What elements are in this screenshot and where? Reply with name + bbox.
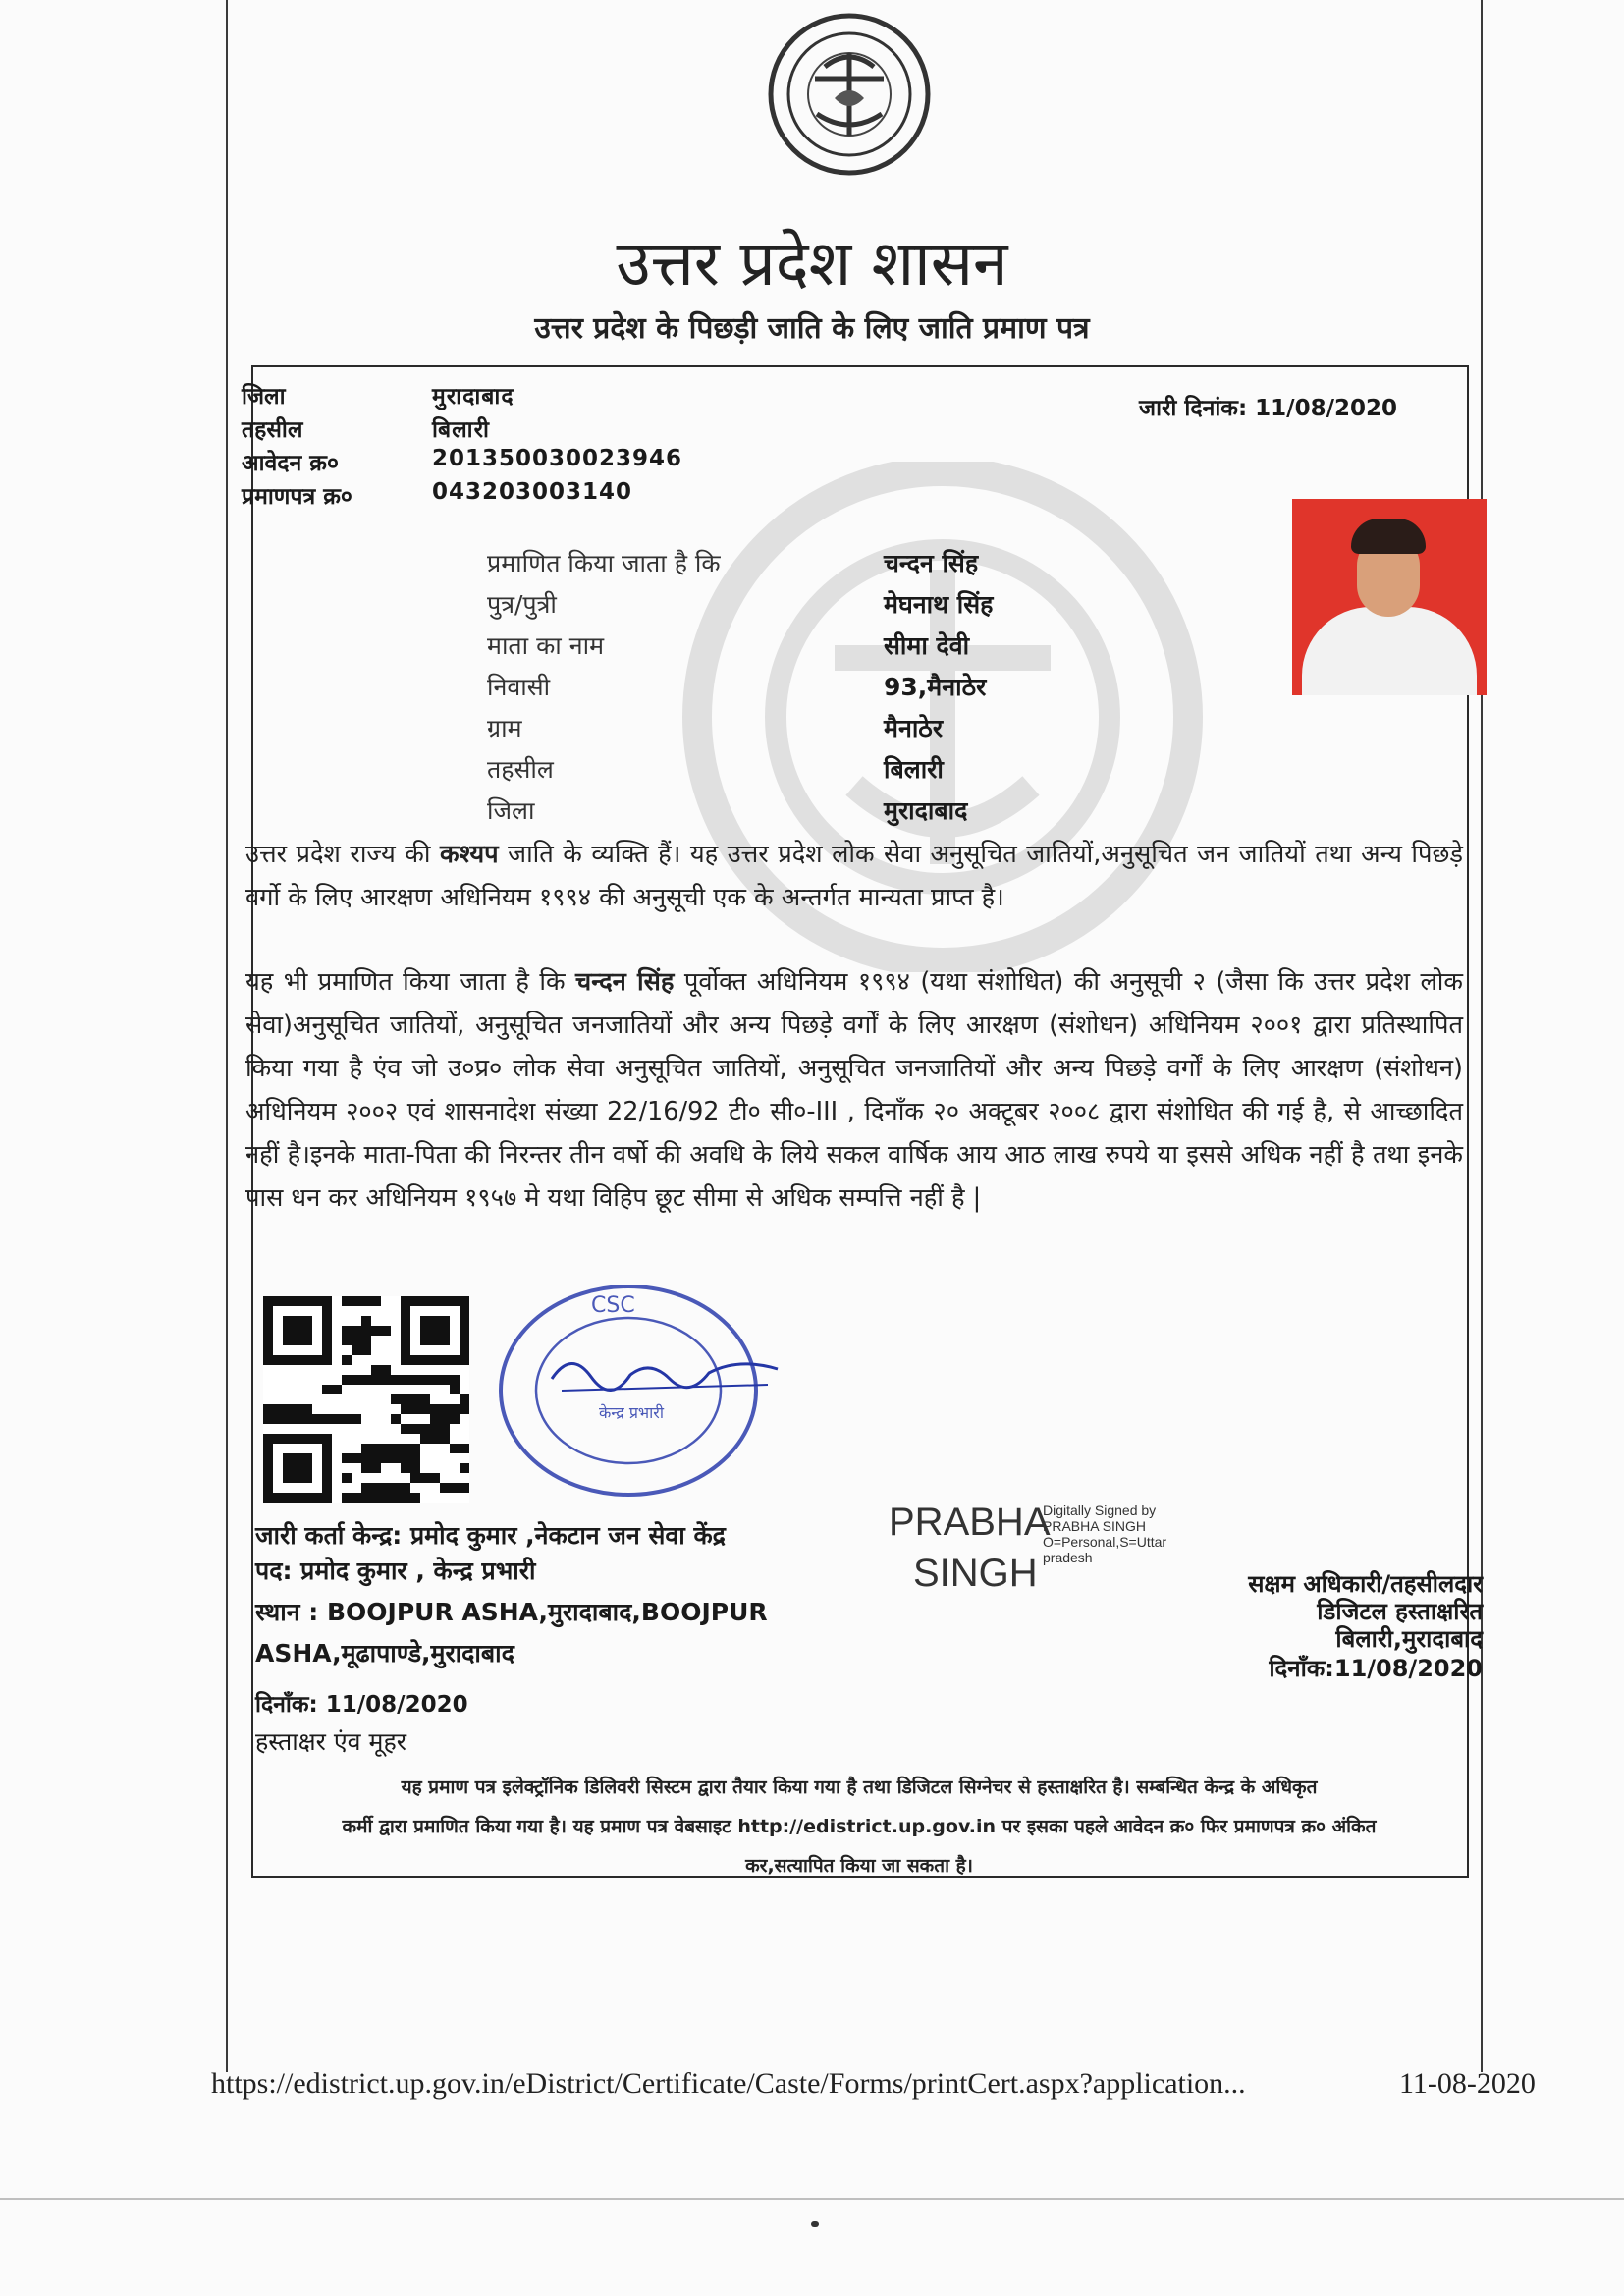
print-date: 11-08-2020 xyxy=(1399,2067,1536,2100)
resident-value: 93,मैनाठेर xyxy=(884,673,987,701)
officer-signature xyxy=(542,1339,797,1408)
scan-divider xyxy=(0,2198,1624,2200)
tehsil-value: बिलारी xyxy=(432,417,491,443)
detail-tehsil-label: तहसील xyxy=(487,755,554,784)
mother-label: माता का नाम xyxy=(487,631,605,660)
village-label: ग्राम xyxy=(487,714,522,742)
svg-text:केन्द्र प्रभारी: केन्द्र प्रभारी xyxy=(599,1403,664,1422)
svg-text:CSC: CSC xyxy=(591,1293,635,1318)
issuing-center: जारी कर्ता केन्द्र: प्रमोद कुमार ,नेकटान जन सेवा केंद्र xyxy=(255,1521,726,1550)
parent-label: पुत्र/पुत्री xyxy=(487,590,557,619)
application-number-value: 201350030023946 xyxy=(432,446,683,471)
digital-signature-details: Digitally Signed by PRABHA SINGH O=Personal,S=Uttar pradesh xyxy=(1043,1503,1167,1565)
eligibility-statement: यह भी प्रमाणित किया जाता है कि चन्दन सिंह पूर्वोक्त अधिनियम १९९४ (यथा संशोधित) की अनुसूची २ (जैसा कि उत्तर प्रदेश लोक सेवा)अनुसूचित जातियों, अनुसूचित जनजातियों और अन्य पिछड़े वर्गों के लिए आरक्षण (संशोधन) अधिनियम २००१ द्वारा प्रतिस्थापित किया गया है एंव जो उ०प्र० लोक सेवा अनुसूचित जातियों, अनुसूचित जनजातियों और अन्य पिछड़े वर्गों के लिए आरक्षण (संशोधन) अधिनियम २००२ एवं शासनादेश संख्या 22/16/92 टी० सी०-III , दिनाँक २० अक्टूबर २००८ द्वारा संशोधित की गई है, से आच्छादित नहीं है।इनके माता-पिता की निरन्तर तीन वर्षो की अवधि के लिये सकल वार्षिक आय आठ लाख रुपये या इससे अधिक नहीं है तथा इनके पास धन कर अधिनियम १९५७ मे यथा विहिप छूट सीमा से अधिक सम्पत्ति नहीं है | xyxy=(245,967,1463,1213)
qr-code[interactable] xyxy=(263,1296,469,1503)
mother-name: सीमा देवी xyxy=(884,631,970,660)
caste-statement: उत्तर प्रदेश राज्य की कश्यप जाति के व्यक्ति हैं। यह उत्तर प्रदेश लोक सेवा अनुसूचित जातियों,अनुसूचित जन जातियों तथा अन्य पिछड़े वर्गो के लिए आरक्षण अधिनियम १९९४ की अनुसूची एक के अन्तर्गत मान्यता प्राप्त है। xyxy=(245,840,1463,912)
issue-date-label: जारी दिनांक: xyxy=(1139,396,1248,421)
authority-title: सक्षम अधिकारी/तहसीलदार xyxy=(1248,1570,1483,1598)
application-number-label: आवेदन क्र० xyxy=(242,451,339,476)
issue-date-value: 11/08/2020 xyxy=(1255,396,1397,421)
government-title: उत्तर प्रदेश शासन xyxy=(616,228,1008,301)
authority-subtitle: डिजिटल हस्ताक्षरित xyxy=(1317,1598,1483,1625)
resident-label: निवासी xyxy=(487,673,551,701)
verification-note: यह प्रमाण पत्र इलेक्ट्रॉनिक डिलिवरी सिस्टम द्वारा तैयार किया गया है तथा डिजिटल सिग्नेचर से हस्ताक्षरित है। सम्बन्धित केन्द्र के अधिकृत कर्मी द्वारा प्रमाणित किया गया है। यह प्रमाण पत्र वेबसाइट http://edistrict.up.gov.in पर इसका पहले आवेदन क्र० फिर प्रमाणपत्र क्र० अंकित कर,सत्यापित किया जा सकता है। xyxy=(342,1777,1377,1877)
applicant-photo xyxy=(1292,499,1487,695)
applicant-name-inline: चन्दन सिंह xyxy=(575,967,675,997)
scan-mark xyxy=(811,2221,819,2227)
tehsil-label: तहसील xyxy=(242,417,303,443)
caste-name: कश्यप xyxy=(439,840,499,869)
district-label: जिला xyxy=(242,384,286,410)
digital-signer-name-line1: PRABHA xyxy=(889,1501,1051,1544)
digital-signer-name-line2: SINGH xyxy=(913,1552,1038,1595)
certified-label: प्रमाणित किया जाता है कि xyxy=(487,549,721,577)
certificate-number-label: प्रमाणपत्र क्र० xyxy=(242,484,352,510)
certificate-number-value: 043203003140 xyxy=(432,479,633,505)
issuer-date: दिनाँक: 11/08/2020 xyxy=(255,1692,468,1718)
father-name: मेघनाथ सिंह xyxy=(884,590,994,619)
detail-district-label: जिला xyxy=(487,796,535,825)
certified-name: चन्दन सिंह xyxy=(884,549,979,577)
issuer-sign-label: हस्ताक्षर एंव मूहर xyxy=(255,1727,406,1756)
issue-date xyxy=(1139,391,1397,422)
issuer-designation: पद: प्रमोद कुमार , केन्द्र प्रभारी xyxy=(255,1557,536,1585)
print-url[interactable]: https://edistrict.up.gov.in/eDistrict/Certificate/Caste/Forms/printCert.aspx?application... xyxy=(211,2067,1246,2100)
authority-location: बिलारी,मुरादाबाद xyxy=(1335,1625,1483,1653)
certificate-title: उत्तर प्रदेश के पिछड़ी जाति के लिए जाति प्रमाण पत्र xyxy=(534,311,1090,346)
detail-tehsil-value: बिलारी xyxy=(884,755,944,784)
village-value: मैनाठेर xyxy=(884,714,944,742)
issuer-place-line1: स्थान : BOOJPUR ASHA,मुरादाबाद,BOOJPUR xyxy=(255,1598,768,1626)
detail-district-value: मुरादाबाद xyxy=(884,796,968,825)
up-government-emblem-icon xyxy=(756,8,943,180)
issuer-place-line2: ASHA,मूढापाण्डे,मुरादाबाद xyxy=(255,1639,514,1667)
authority-date: दिनाँक:11/08/2020 xyxy=(1269,1655,1483,1682)
district-value: मुरादाबाद xyxy=(432,384,514,410)
